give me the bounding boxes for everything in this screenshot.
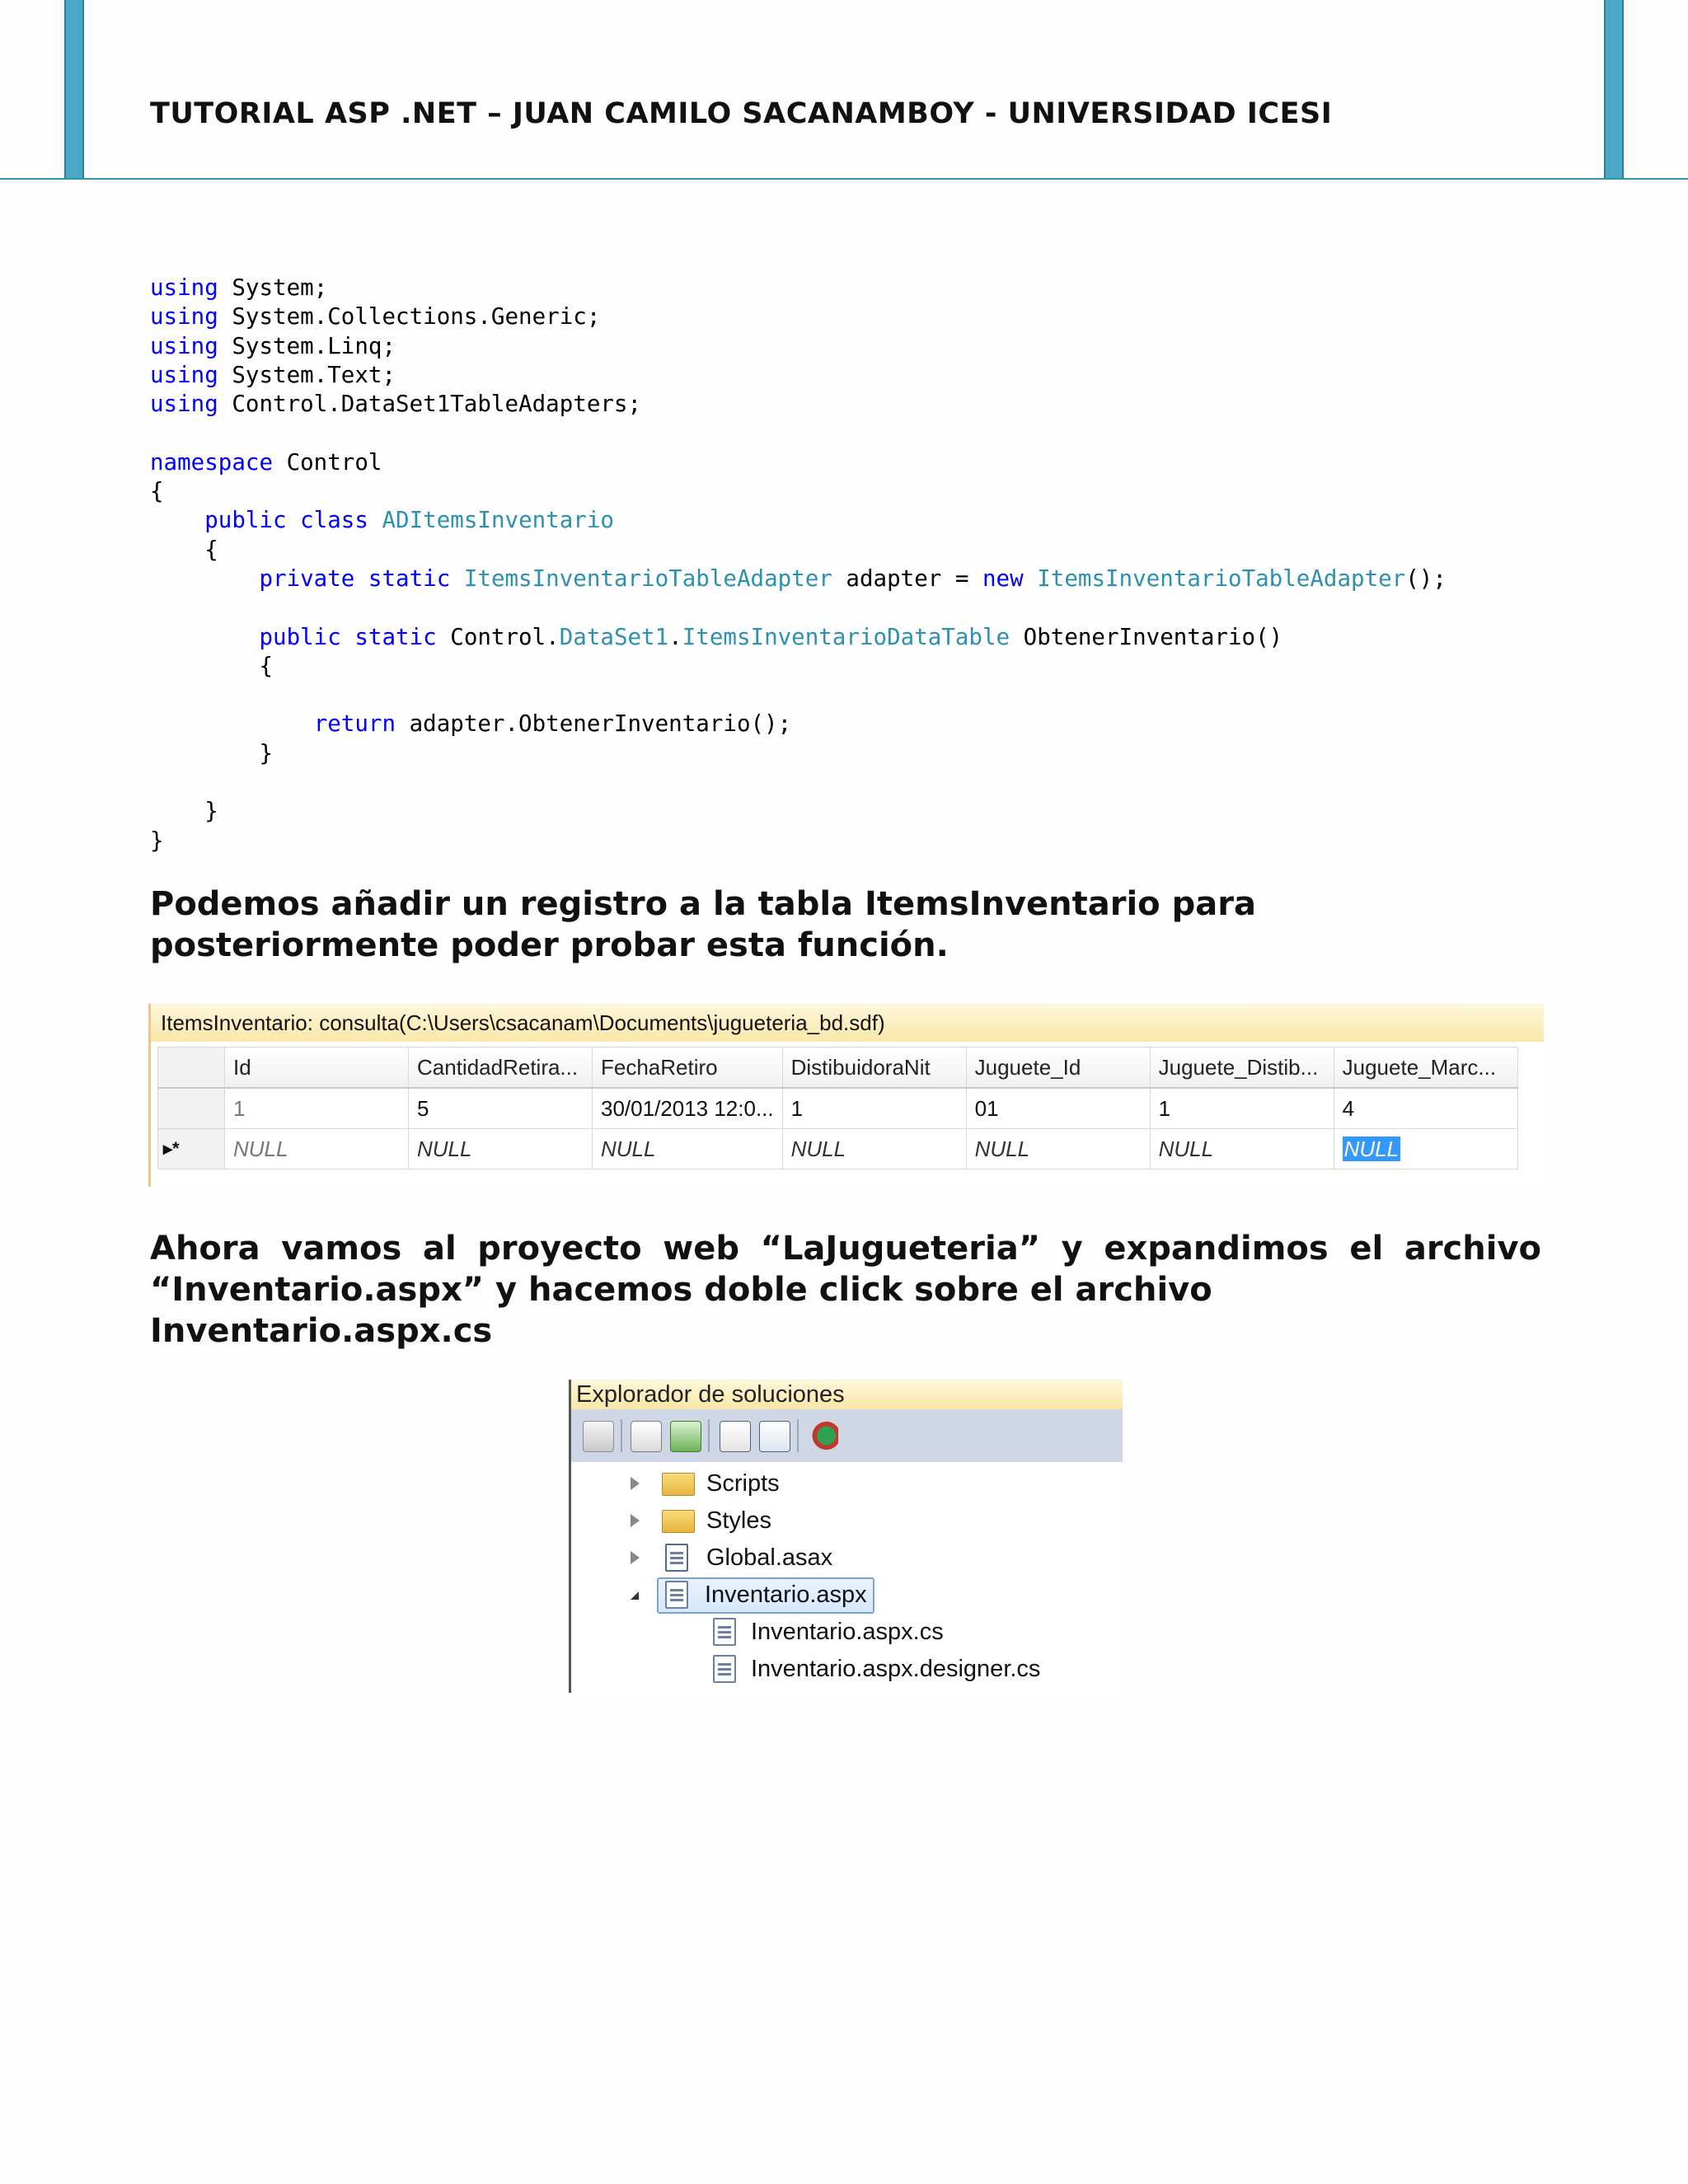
code-text: { <box>150 652 274 679</box>
grid-cell[interactable]: 1 <box>782 1088 966 1129</box>
query-window-title: ItemsInventario: consulta(C:\Users\csacanam\Documents\jugueteria_bd.sdf) <box>151 1004 1544 1042</box>
code-text <box>341 624 355 650</box>
code-text: { <box>150 536 218 563</box>
code-keyword: namespace <box>150 448 274 476</box>
code-type-name: ADItemsInventario <box>382 507 614 534</box>
tree-item-styles[interactable] <box>631 1502 878 1539</box>
code-text: adapter.ObtenerInventario(); <box>396 710 792 738</box>
tree-item-label: Scripts <box>706 1470 780 1497</box>
code-line <box>150 448 1447 477</box>
column-header[interactable]: CantidadRetira... <box>409 1047 593 1089</box>
code-line <box>150 419 1447 448</box>
query-results-window <box>148 1004 1544 1187</box>
code-keyword: static <box>368 565 451 592</box>
selected-cell-text: NULL <box>1343 1136 1400 1161</box>
code-text <box>368 507 382 533</box>
code-keyword: using <box>150 303 218 330</box>
code-keyword: new <box>982 565 1024 592</box>
code-line <box>150 390 1447 419</box>
code-keyword: class <box>300 507 368 534</box>
global-asax-icon <box>665 1544 688 1572</box>
code-text: Control <box>273 448 382 476</box>
code-text: System; <box>218 274 328 301</box>
column-header[interactable]: DistibuidoraNit <box>782 1047 966 1089</box>
class-diagram-icon[interactable] <box>809 1421 838 1451</box>
grid-cell[interactable]: NULL <box>966 1129 1150 1169</box>
code-listing <box>150 274 1447 855</box>
grid-cell[interactable]: NULL <box>225 1129 409 1169</box>
code-type-name: ItemsInventarioTableAdapter <box>463 565 832 592</box>
column-header[interactable]: FechaRetiro <box>593 1047 783 1089</box>
code-line <box>150 681 1447 710</box>
code-text: (); <box>1405 565 1447 592</box>
code-text <box>287 507 301 533</box>
paragraph-open-project <box>150 1228 1541 1352</box>
tree-item-scripts[interactable] <box>631 1465 878 1502</box>
grid-cell[interactable]: 4 <box>1334 1088 1517 1129</box>
code-line <box>150 593 1447 622</box>
code-text: System.Linq; <box>218 332 396 359</box>
collapse-arrow-icon[interactable] <box>631 1591 639 1600</box>
grid-cell[interactable]: NULL <box>409 1129 593 1169</box>
tree-item-label: Inventario.aspx.designer.cs <box>751 1656 1041 1682</box>
properties-icon[interactable] <box>583 1421 614 1452</box>
code-keyword: using <box>150 361 218 388</box>
code-line <box>150 768 1447 797</box>
code-line <box>150 536 1447 565</box>
column-header[interactable]: Juguete_Id <box>966 1047 1150 1089</box>
row-selector[interactable] <box>158 1088 225 1129</box>
code-text <box>354 565 368 592</box>
tree-item-label: Inventario.aspx.cs <box>751 1619 944 1645</box>
code-text <box>150 565 259 592</box>
code-line <box>150 739 1447 768</box>
table-row-new[interactable] <box>158 1129 1518 1169</box>
code-text: . <box>668 623 682 650</box>
code-keyword: public <box>259 623 341 650</box>
expand-arrow-icon[interactable] <box>631 1551 640 1564</box>
code-line <box>150 623 1447 652</box>
code-line <box>150 565 1447 593</box>
grid-header-row <box>158 1047 1518 1089</box>
code-text: ObtenerInventario() <box>1010 623 1283 650</box>
code-line <box>150 361 1447 390</box>
cs-file-icon <box>713 1655 736 1683</box>
code-line <box>150 652 1447 681</box>
header-divider <box>0 178 1688 180</box>
code-keyword: using <box>150 274 218 301</box>
code-type-name: ItemsInventarioTableAdapter <box>1037 565 1406 592</box>
code-text: { <box>150 478 164 505</box>
cs-file-icon <box>713 1618 736 1646</box>
code-text: System.Text; <box>218 361 396 388</box>
code-keyword: static <box>354 623 437 650</box>
code-keyword: using <box>150 391 218 418</box>
folder-icon <box>662 1473 695 1496</box>
code-text: adapter = <box>832 565 982 592</box>
code-line <box>150 827 1447 855</box>
tree-item-global-asax[interactable] <box>631 1540 919 1576</box>
code-text <box>150 624 259 650</box>
code-text: } <box>150 827 164 854</box>
code-text: Control. <box>436 623 560 650</box>
header-right-bar <box>1604 0 1624 180</box>
grid-cell[interactable]: 01 <box>966 1088 1150 1129</box>
toolbar-separator <box>621 1419 622 1452</box>
code-text: Control.DataSet1TableAdapters; <box>218 391 642 418</box>
show-all-files-icon[interactable] <box>631 1421 662 1452</box>
code-text: } <box>150 798 218 825</box>
solution-explorer-title: Explorador de soluciones <box>571 1380 1123 1409</box>
code-keyword: private <box>259 565 355 592</box>
tree-item-label: Inventario.aspx <box>705 1582 867 1608</box>
expand-arrow-icon[interactable] <box>631 1477 640 1490</box>
code-line <box>150 710 1447 738</box>
paragraph-add-record: Podemos añadir un registro a la tabla ItemsInventario para posteriormente poder probar esta función. <box>150 885 1256 964</box>
code-type-name: ItemsInventarioDataTable <box>682 623 1010 650</box>
solution-explorer <box>569 1380 1125 1693</box>
tree-item-label: Styles <box>706 1507 771 1534</box>
toolbar-separator <box>708 1419 710 1452</box>
code-line <box>150 302 1447 331</box>
code-keyword: return <box>313 710 396 738</box>
code-line <box>150 797 1447 826</box>
grid-cell[interactable]: 1 <box>1150 1088 1334 1129</box>
refresh-icon[interactable] <box>670 1421 701 1452</box>
folder-icon <box>662 1510 695 1533</box>
code-line <box>150 477 1447 506</box>
header-left-bar <box>64 0 84 180</box>
paragraph-line-2: “Inventario.aspx” y hacemos doble click sobre el archivo Inventario.aspx.cs <box>150 1271 1212 1350</box>
table-row[interactable] <box>158 1088 1518 1129</box>
grid-cell-selected[interactable] <box>1334 1129 1517 1169</box>
aspx-file-icon <box>665 1581 688 1609</box>
solution-explorer-toolbar <box>571 1409 1123 1462</box>
view-code-icon[interactable] <box>720 1421 751 1452</box>
expand-arrow-icon[interactable] <box>631 1514 640 1527</box>
code-text <box>150 507 204 533</box>
code-text: System.Collections.Generic; <box>218 303 601 330</box>
grid-cell[interactable]: 1 <box>225 1088 409 1129</box>
tree-item-label: Global.asax <box>706 1544 833 1571</box>
column-header[interactable]: Juguete_Distib... <box>1150 1047 1334 1089</box>
code-line <box>150 332 1447 361</box>
page-header-title: TUTORIAL ASP .NET – JUAN CAMILO SACANAMBOY - UNIVERSIDAD ICESI <box>150 97 1333 130</box>
tree-item-inventario-aspx[interactable] <box>631 1577 960 1613</box>
results-grid[interactable] <box>157 1047 1518 1169</box>
tree-item-inventario-aspx-cs[interactable] <box>713 1614 1043 1650</box>
code-line <box>150 274 1447 302</box>
grid-cell[interactable]: 5 <box>409 1088 593 1129</box>
toolbar-separator <box>797 1419 799 1452</box>
view-designer-icon[interactable] <box>759 1421 790 1452</box>
code-line <box>150 506 1447 535</box>
code-keyword: using <box>150 332 218 359</box>
grid-cell[interactable]: NULL <box>1150 1129 1334 1169</box>
row-selector-header[interactable] <box>158 1047 225 1089</box>
column-header[interactable]: Id <box>225 1047 409 1089</box>
code-text <box>150 710 314 737</box>
tree-item-inventario-designer-cs[interactable] <box>713 1651 1109 1687</box>
code-type-name: DataSet1 <box>559 623 669 650</box>
code-text <box>450 565 464 592</box>
grid-cell[interactable]: NULL <box>782 1129 966 1169</box>
grid-cell[interactable]: 30/01/2013 12:0... <box>593 1088 783 1129</box>
code-text <box>1024 565 1038 592</box>
paragraph-line-1: Ahora vamos al proyecto web “LaJugueteria” y expandimos el archivo <box>150 1230 1541 1268</box>
code-keyword: public <box>204 507 287 534</box>
code-text: } <box>150 739 274 766</box>
column-header[interactable]: Juguete_Marc... <box>1334 1047 1517 1089</box>
new-row-marker[interactable]: ▸* <box>158 1129 225 1169</box>
grid-cell[interactable]: NULL <box>593 1129 783 1169</box>
